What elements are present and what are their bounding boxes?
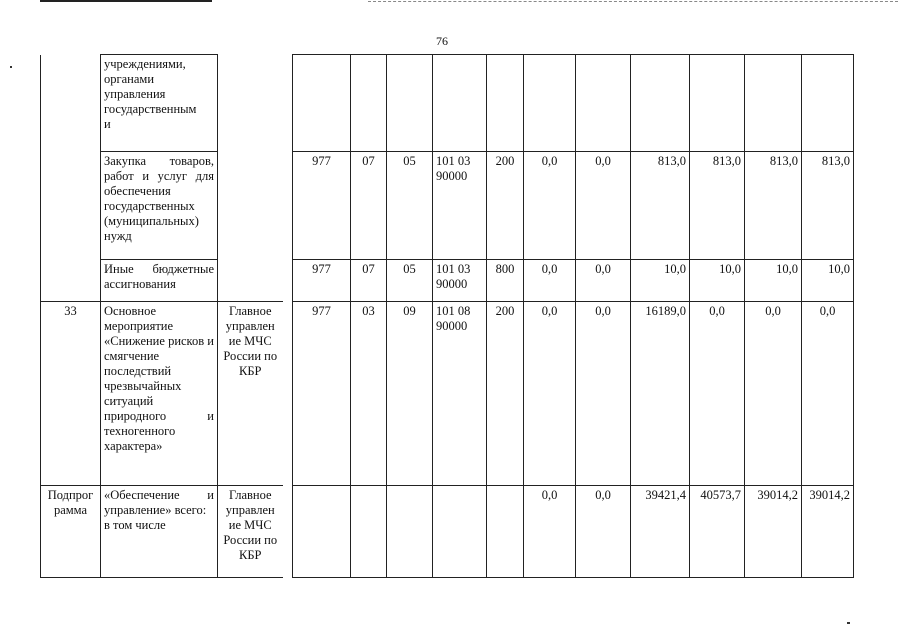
cell-value-5: 39014,2 xyxy=(745,486,802,578)
budget-table xyxy=(40,54,854,578)
cell-value-4: 813,0 xyxy=(690,152,745,260)
table-row xyxy=(41,152,854,260)
cell-csr: 101 03 90000 xyxy=(433,260,487,302)
cell-grbs xyxy=(293,486,351,578)
cell-executor: Главное управлен ие МЧС России по КБР xyxy=(218,486,283,578)
cell-value-6: 39014,2 xyxy=(802,486,854,578)
cell-value-3: 16189,0 xyxy=(631,302,690,486)
cell-value-2: 0,0 xyxy=(576,152,631,260)
cell-value-2: 0,0 xyxy=(576,260,631,302)
cell-value-5: 813,0 xyxy=(745,152,802,260)
page-number: 76 xyxy=(436,34,448,48)
cell-value-1 xyxy=(524,55,576,152)
cell-executor xyxy=(218,55,283,152)
cell-value-6: 0,0 xyxy=(802,302,854,486)
cell-value-4: 0,0 xyxy=(690,302,745,486)
cell-value-6: 10,0 xyxy=(802,260,854,302)
cell-name: Иные бюджетные ассигнования xyxy=(101,260,218,302)
cell-name: Закупка товаров, работ и услуг для обеспечения государственных (муниципальных) нужд xyxy=(101,152,218,260)
cell-rz xyxy=(351,55,387,152)
cell-name: учреждениями, органами управления государственным и xyxy=(101,55,218,152)
cell-vr: 200 xyxy=(487,302,524,486)
cell-value-5 xyxy=(745,55,802,152)
cell-num xyxy=(41,260,101,302)
cell-value-1: 0,0 xyxy=(524,302,576,486)
cell-pr: 09 xyxy=(387,302,433,486)
cell-value-4: 40573,7 xyxy=(690,486,745,578)
cell-grbs: 977 xyxy=(293,302,351,486)
cell-vr xyxy=(487,486,524,578)
table-row xyxy=(41,260,854,302)
cell-value-3: 813,0 xyxy=(631,152,690,260)
cell-value-3: 10,0 xyxy=(631,260,690,302)
cell-executor xyxy=(218,152,283,260)
cell-value-1: 0,0 xyxy=(524,486,576,578)
cell-csr: 101 03 90000 xyxy=(433,152,487,260)
cell-value-5: 10,0 xyxy=(745,260,802,302)
cell-executor xyxy=(218,260,283,302)
header-rule-left xyxy=(40,0,212,2)
cell-name: Основное мероприятие «Снижение рисков и смягчение последствий чрезвычайных ситуаций природного и техногенного характера» xyxy=(101,302,218,486)
table-row xyxy=(41,486,854,578)
cell-grbs xyxy=(293,55,351,152)
cell-csr: 101 08 90000 xyxy=(433,302,487,486)
cell-rz xyxy=(351,486,387,578)
scan-speck xyxy=(10,66,12,68)
cell-executor: Главное управлен ие МЧС России по КБР xyxy=(218,302,283,486)
cell-value-3: 39421,4 xyxy=(631,486,690,578)
cell-grbs: 977 xyxy=(293,260,351,302)
cell-num: 33 xyxy=(41,302,101,486)
cell-value-3 xyxy=(631,55,690,152)
gap-cell xyxy=(283,55,293,152)
cell-rz: 03 xyxy=(351,302,387,486)
gap-cell xyxy=(283,260,293,302)
gap-cell xyxy=(283,486,293,578)
cell-value-2: 0,0 xyxy=(576,302,631,486)
cell-rz: 07 xyxy=(351,260,387,302)
cell-num: Подпрог рамма xyxy=(41,486,101,578)
cell-rz: 07 xyxy=(351,152,387,260)
cell-csr xyxy=(433,55,487,152)
cell-num xyxy=(41,55,101,152)
scan-speck xyxy=(847,622,850,624)
cell-value-6 xyxy=(802,55,854,152)
cell-pr: 05 xyxy=(387,152,433,260)
cell-value-6: 813,0 xyxy=(802,152,854,260)
cell-value-1: 0,0 xyxy=(524,260,576,302)
cell-vr xyxy=(487,55,524,152)
cell-pr xyxy=(387,55,433,152)
cell-pr xyxy=(387,486,433,578)
cell-value-5: 0,0 xyxy=(745,302,802,486)
cell-grbs: 977 xyxy=(293,152,351,260)
table-row xyxy=(41,302,854,486)
table-row xyxy=(41,55,854,152)
cell-name: «Обеспечение и управление» всего: в том числе xyxy=(101,486,218,578)
cell-csr xyxy=(433,486,487,578)
gap-cell xyxy=(283,302,293,486)
cell-value-1: 0,0 xyxy=(524,152,576,260)
header-rule-right xyxy=(368,1,898,2)
gap-cell xyxy=(283,152,293,260)
cell-vr: 800 xyxy=(487,260,524,302)
cell-value-4: 10,0 xyxy=(690,260,745,302)
cell-value-2 xyxy=(576,55,631,152)
cell-pr: 05 xyxy=(387,260,433,302)
cell-value-4 xyxy=(690,55,745,152)
cell-vr: 200 xyxy=(487,152,524,260)
cell-num xyxy=(41,152,101,260)
cell-value-2: 0,0 xyxy=(576,486,631,578)
